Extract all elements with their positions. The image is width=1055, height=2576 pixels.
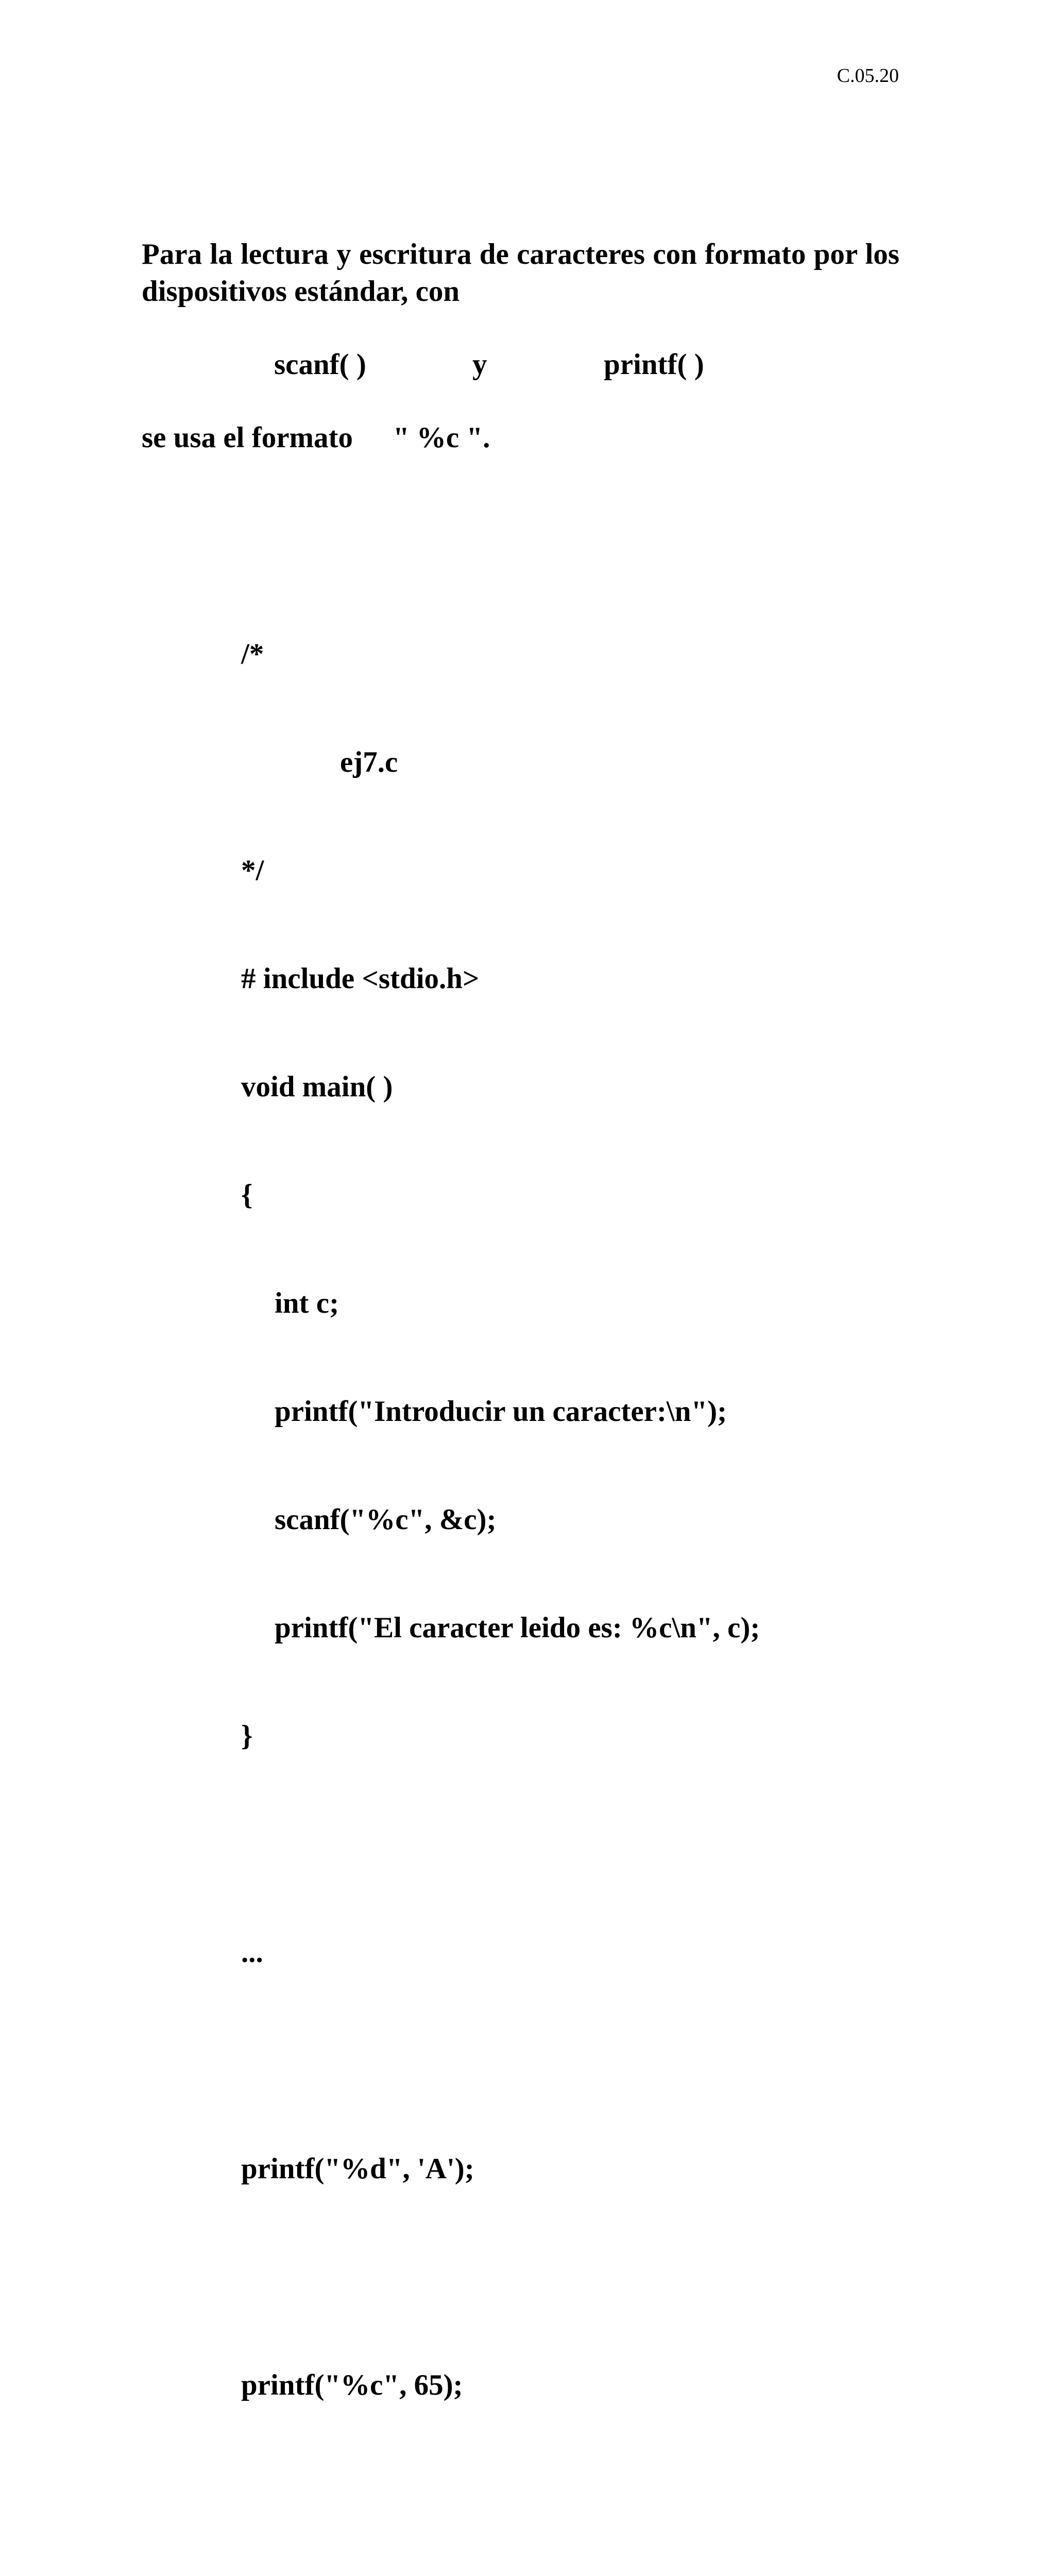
- code-body-line: printf("El caracter leido es: %c\n", c);: [275, 1612, 760, 1644]
- code-listing: [241, 564, 760, 2576]
- code-spacer: [241, 1826, 760, 1862]
- code-ellipsis: ...: [241, 1936, 263, 1969]
- function-printf: printf( ): [604, 348, 704, 381]
- format-line: [142, 419, 490, 456]
- code-spacer: [241, 2043, 760, 2079]
- page-number: C.05.20: [837, 65, 899, 87]
- code-example: printf("%c", 65);: [241, 2369, 463, 2401]
- format-label: se usa el formato: [142, 421, 353, 454]
- code-spacer: [241, 2259, 760, 2295]
- format-code: " %c ".: [393, 421, 490, 454]
- function-scanf: scanf( ): [274, 348, 366, 381]
- code-example: printf("%d", 'A');: [241, 2153, 474, 2185]
- function-conjunction: y: [472, 348, 487, 381]
- code-comment-open: /*: [241, 638, 264, 670]
- code-brace-close: }: [241, 1720, 253, 1752]
- code-body-line: int c;: [275, 1287, 339, 1319]
- intro-paragraph: Para la lectura y escritura de caracteres con formato por los dispositivos estándar, con: [142, 238, 899, 308]
- code-brace-open: {: [241, 1179, 253, 1211]
- code-include: # include <stdio.h>: [241, 962, 480, 995]
- code-body-line: printf("Introducir un caracter:\n");: [275, 1395, 727, 1428]
- code-body-line: scanf("%c", &c);: [275, 1503, 497, 1536]
- code-file-name: ej7.c: [340, 746, 398, 778]
- code-comment-close: */: [241, 854, 264, 887]
- code-spacer: [241, 2476, 760, 2512]
- code-main-declaration: void main( ): [241, 1071, 393, 1103]
